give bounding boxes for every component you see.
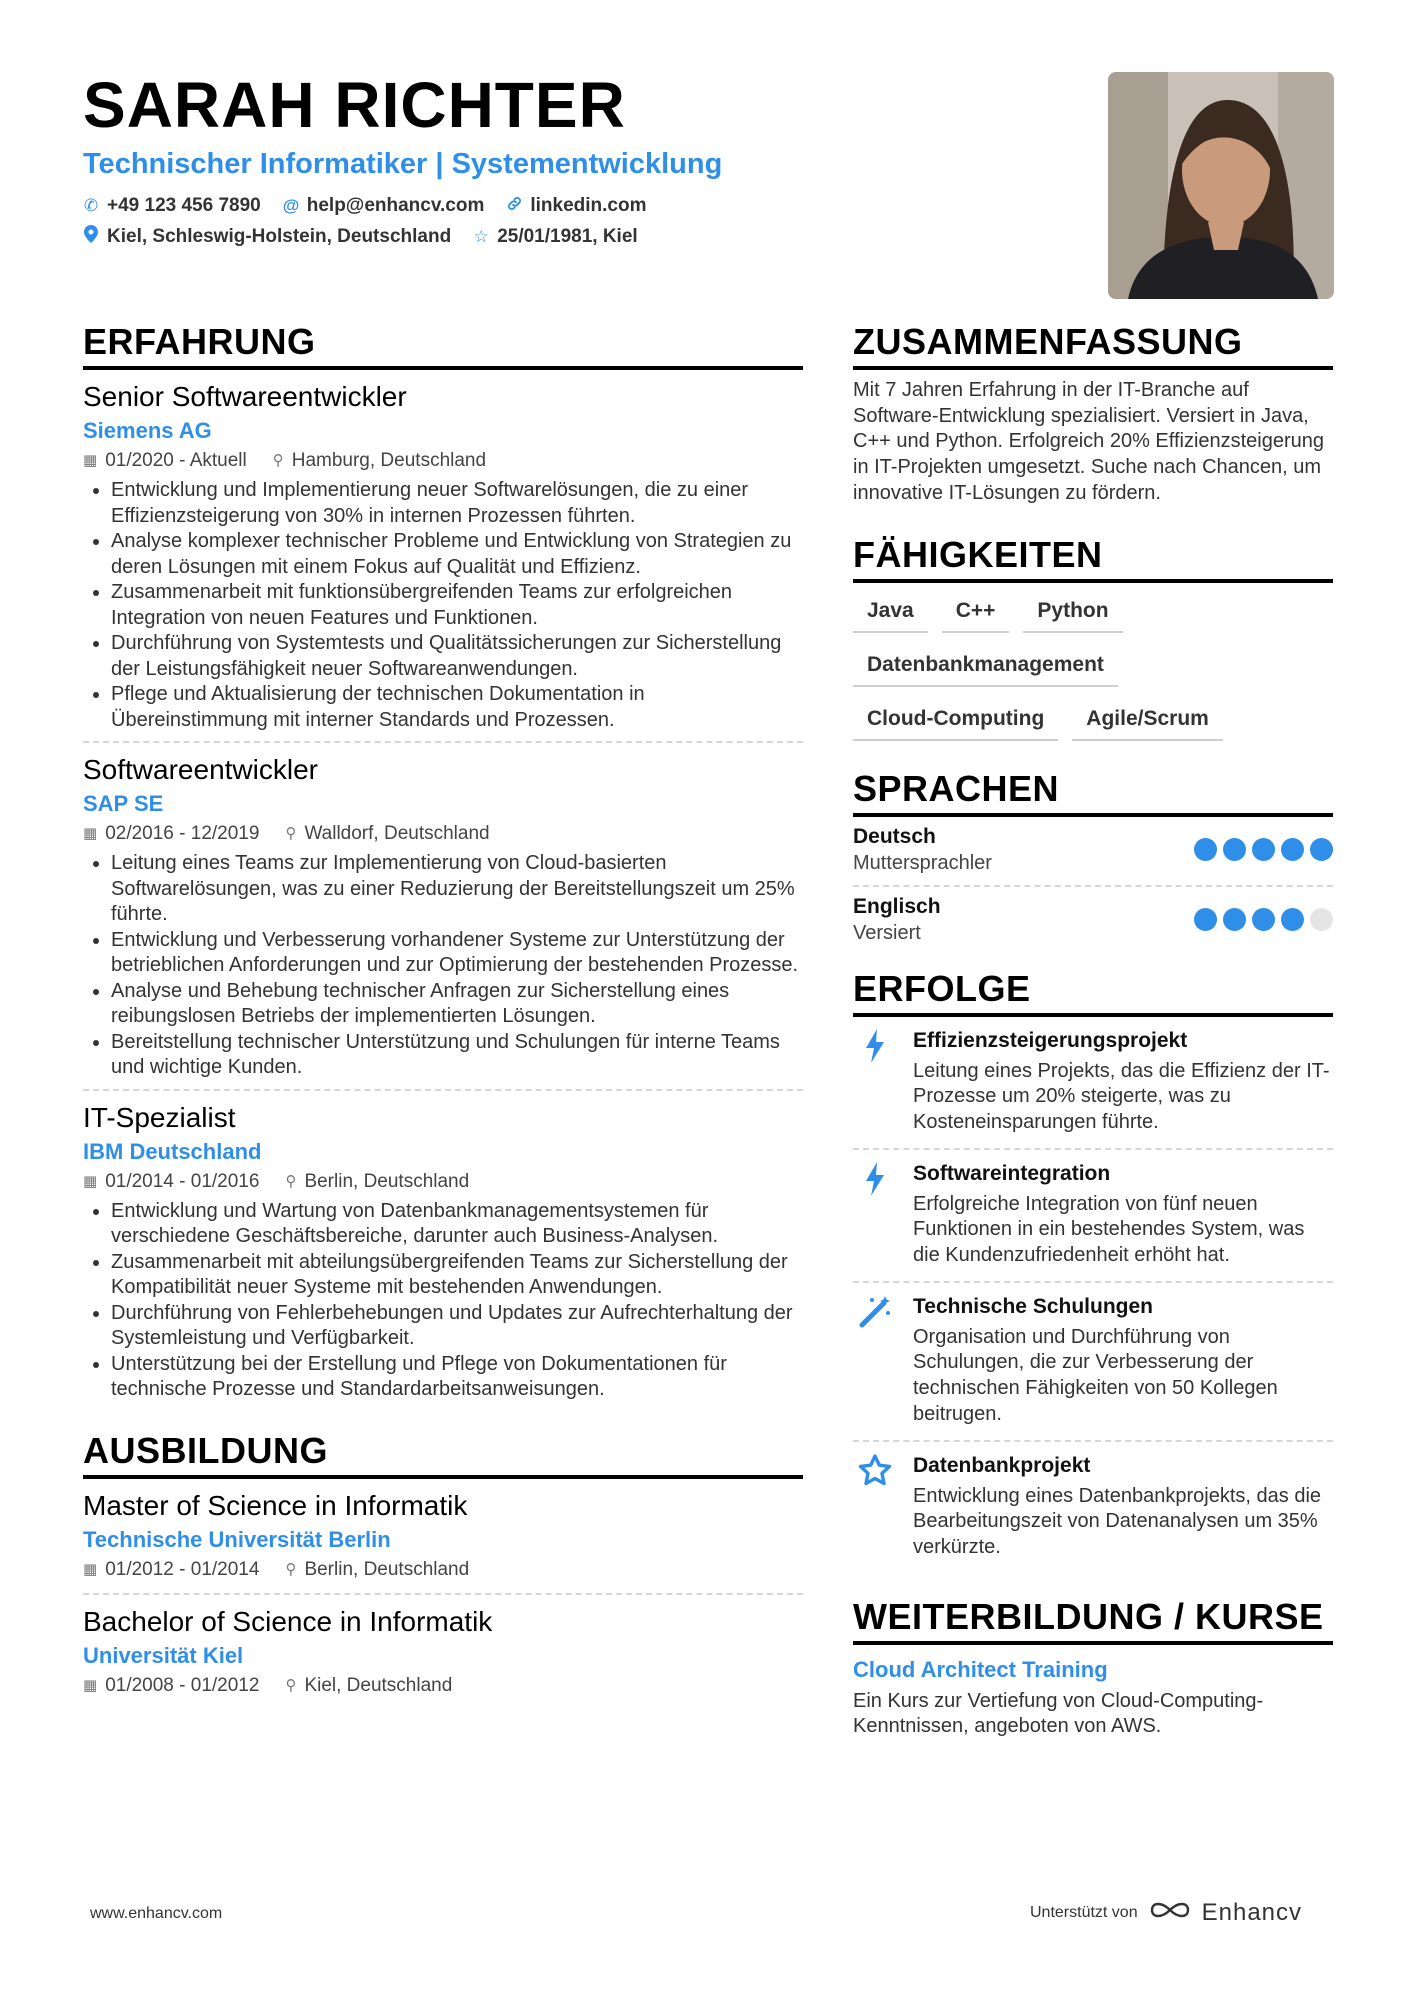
education-entry [83,1593,803,1701]
contact-row-2 [83,225,1083,248]
right-column [853,320,1333,1740]
footer-website[interactable]: www.enhancv.com [90,1905,223,1922]
calendar-icon: ▦ [83,1560,98,1578]
at-icon: @ [282,196,300,215]
language-entry [853,885,1333,955]
education-meta [83,1555,803,1585]
achievement-body [913,1293,1333,1428]
bullet-item: • Entwicklung und Verbesserung vorhandener Systeme zur Unterstützung der betrieblichen Anforderungen und zur Optimierung der bestehenden Prozesse. [111,928,803,979]
education-section-title: AUSBILDUNG [83,1429,803,1479]
bullet-item: • Durchführung von Fehlerbehebungen und Updates zur Aufrechterhaltung der Systemleistung und Verfügbarkeit. [111,1301,803,1352]
job-location [285,1167,469,1197]
bolt-icon [853,1027,897,1136]
dates-text: 01/2014 - 01/2016 [105,1170,260,1192]
company-name[interactable]: IBM Deutschland [83,1138,262,1164]
bullet-item: • Entwicklung und Implementierung neuer Softwarelösungen, die zu einer Effizienzsteigerung von 30% in internen Prozessen führten. [111,478,803,529]
bullet-item: • Zusammenarbeit mit funktionsübergreifenden Teams zur erfolgreichen Integration von neuen Features und Funktionen. [111,580,803,631]
location-text: Walldorf, Deutschland [304,823,490,844]
company-name[interactable]: SAP SE [83,791,164,816]
dates-text: 01/2020 - Aktuell [105,450,247,471]
star-outline-icon: ☆ [473,226,489,246]
languages-section-title: SPRACHEN [853,767,1333,817]
job-title: IT-Spezialist [83,1101,236,1133]
achievement-entry [853,1281,1333,1440]
location-text: Kiel, Schleswig-Holstein, Deutschland [107,225,452,247]
enhancv-logo-icon [1148,1898,1192,1927]
courses-section-title: WEITERBILDUNG / KURSE [853,1595,1333,1645]
achievement-entry [853,1017,1333,1148]
skill-tag: Datenbankmanagement [853,647,1118,687]
language-name: Deutsch [853,824,936,848]
map-pin-icon: ⚲ [285,1676,297,1694]
company-name[interactable]: Siemens AG [83,418,212,443]
contact-phone[interactable] [83,195,261,217]
location-text: Berlin, Deutschland [304,1558,470,1580]
education-dates [83,1555,259,1585]
rating-dot-filled [1252,838,1275,861]
language-entry [853,817,1333,885]
calendar-icon: ▦ [83,452,98,469]
resume-header [83,68,1083,248]
job-location [273,446,486,476]
map-pin-icon: ⚲ [285,825,297,842]
course-entry [853,1655,1333,1740]
language-info [853,893,941,947]
job-title: Senior Softwareentwickler [83,381,407,412]
location-text: Berlin, Deutschland [304,1170,470,1192]
job-dates [83,819,259,849]
degree-title: Master of Science in Informatik [83,1489,468,1521]
magic-wand-icon [853,1293,897,1428]
contact-email[interactable] [283,195,485,217]
achievement-title: Effizienzsteigerungsprojekt [913,1028,1188,1052]
education-meta [83,1671,803,1701]
achievement-body [913,1452,1333,1561]
school-name[interactable]: Technische Universität Berlin [83,1526,391,1552]
contact-row-1 [83,195,1083,217]
email-text: help@enhancv.com [306,195,485,216]
achievement-desc: Leitung eines Projekts, das die Effizienz der IT-Prozesse um 20% steigerte, was zu Kosteneinsparungen führte. [913,1059,1330,1133]
job-meta [83,446,803,476]
job-bullets [83,851,803,1081]
achievement-body [913,1027,1333,1136]
calendar-icon: ▦ [83,1676,98,1694]
achievement-body [913,1160,1333,1269]
phone-icon: ✆ [83,196,99,215]
language-info [853,823,992,877]
bullet-item: • Analyse komplexer technischer Probleme und Entwicklung von Strategien zu deren Lösungen mit einem Fokus auf Qualität und Effizienz. [111,529,803,580]
rating-dot-filled [1310,838,1333,861]
education-dates [83,1671,259,1701]
map-pin-icon: ⚲ [285,1560,297,1578]
rating-dot-empty [1310,908,1333,931]
headline: Technischer Informatiker | Systementwicklung [83,148,723,180]
course-desc: Ein Kurs zur Vertiefung von Cloud-Computing-Kenntnissen, angeboten von AWS. [853,1689,1264,1738]
bullet-item: • Zusammenarbeit mit abteilungsübergreifenden Teams zur Sicherstellung der Kompatibilität neuer Systeme mit bestehenden Anwendungen. [111,1250,803,1301]
achievement-desc: Organisation und Durchführung von Schulungen, die zur Verbesserung der technischen Fähigkeiten von 50 Kollegen beitrugen. [913,1325,1278,1425]
link-icon [506,195,522,217]
dates-text: 02/2016 - 12/2019 [105,823,260,844]
bullet-item: • Entwicklung und Wartung von Datenbankmanagementsystemen für verschiedene Geschäftsbereiche, darunter auch Business-Analysen. [111,1199,803,1250]
summary-text: Mit 7 Jahren Erfahrung in der IT-Branche auf Software-Entwicklung spezialisiert. Versiert in Java, C++ und Python. Erfolgreich 20% Effizienzsteigerung in IT-Projekten umgesetzt. Suche nach Chancen, um innovative IT-Lösungen zu fördern. [853,379,1325,504]
experience-section-title: ERFAHRUNG [83,320,803,370]
education-location [285,1555,469,1585]
bullet-item: • Unterstützung bei der Erstellung und Pflege von Dokumentationen für technische Prozesse und Standardarbeitsanweisungen. [111,1352,803,1403]
job-bullets [83,478,803,733]
job-entry [83,1089,803,1403]
profile-photo [1108,72,1334,299]
language-name: Englisch [853,894,941,918]
achievement-title: Softwareintegration [913,1161,1111,1185]
degree-title: Bachelor of Science in Informatik [83,1605,493,1637]
language-rating [1194,908,1333,931]
location-text: Kiel, Deutschland [304,1674,453,1696]
job-dates [83,446,247,476]
job-bullets [83,1199,803,1403]
job-meta [83,1167,803,1197]
achievement-title: Datenbankprojekt [913,1453,1091,1477]
dates-text: 01/2008 - 01/2012 [105,1674,260,1696]
map-pin-icon: ⚲ [285,1172,297,1190]
summary-section-title: ZUSAMMENFASSUNG [853,320,1333,370]
achievement-entry [853,1440,1333,1573]
contact-location [83,225,451,248]
footer-branding [1030,1898,1302,1927]
calendar-icon: ▦ [83,825,98,842]
map-pin-icon: ⚲ [272,452,284,469]
school-name[interactable]: Universität Kiel [83,1642,244,1668]
achievement-title: Technische Schulungen [913,1294,1153,1318]
bullet-item: • Leitung eines Teams zur Implementierung von Cloud-basierten Softwarelösungen, was zu einer Reduzierung der Bereitstellungszeit um 25% führte. [111,851,803,928]
bullet-item: • Analyse und Behebung technischer Anfragen zur Sicherstellung eines reibungslosen Betriebs der implementierten Lösungen. [111,979,803,1030]
bolt-icon [853,1160,897,1269]
achievement-desc: Entwicklung eines Datenbankprojekts, das die Bearbeitungszeit von Datenanalysen um 35% verkürzte. [913,1484,1322,1558]
calendar-icon: ▦ [83,1172,98,1190]
bullet-item: • Bereitstellung technischer Unterstützung und Schulungen für interne Teams und wichtige Kunden. [111,1030,803,1081]
rating-dot-filled [1194,838,1217,861]
skills-list [853,593,1333,741]
rating-dot-filled [1223,838,1246,861]
job-dates [83,1167,259,1197]
skill-tag: Agile/Scrum [1072,701,1223,741]
education-location [285,1671,452,1701]
powered-by-label: Unterstützt von [1030,1903,1138,1921]
map-pin-icon [83,225,99,248]
star-icon [853,1452,897,1561]
language-rating [1194,838,1333,861]
education-entry [83,1479,803,1585]
bullet-item: • Durchführung von Systemtests und Qualitätssicherungen zur Sicherstellung der Leistungsfähigkeit neuer Softwareanwendungen. [111,631,803,682]
bullet-item: • Pflege und Aktualisierung der technischen Dokumentation in Übereinstimmung mit interner Standards und Prozessen. [111,682,803,733]
contact-birth [473,225,638,248]
linkedin-text: linkedin.com [530,195,647,216]
job-entry [83,370,803,733]
dates-text: 01/2012 - 01/2014 [105,1558,260,1580]
rating-dot-filled [1252,908,1275,931]
skill-tag: Cloud-Computing [853,701,1058,741]
language-level: Versiert [853,921,921,944]
achievement-desc: Erfolgreiche Integration von fünf neuen Funktionen in ein bestehendes System, was die Kundenzufriedenheit erhöht hat. [913,1192,1305,1267]
achievement-entry [853,1148,1333,1281]
rating-dot-filled [1281,908,1304,931]
job-location [285,819,489,849]
course-title[interactable]: Cloud Architect Training [853,1656,1108,1682]
rating-dot-filled [1281,838,1304,861]
achievements-section-title: ERFOLGE [853,967,1333,1017]
language-level: Muttersprachler [853,851,992,874]
rating-dot-filled [1194,908,1217,931]
skill-tag: Python [1023,593,1122,633]
phone-text: +49 123 456 7890 [107,195,261,216]
skill-tag: C++ [942,593,1010,633]
job-entry [83,741,803,1081]
rating-dot-filled [1223,908,1246,931]
job-title: Softwareentwickler [83,754,318,785]
birth-text: 25/01/1981, Kiel [497,225,638,247]
left-column [83,320,803,1701]
location-text: Hamburg, Deutschland [291,450,487,471]
brand-name: Enhancv [1201,1898,1303,1926]
candidate-name: SARAH RICHTER [83,69,626,141]
job-meta [83,819,803,849]
contact-linkedin[interactable] [506,195,646,217]
skill-tag: Java [853,593,928,633]
skills-section-title: FÄHIGKEITEN [853,533,1333,583]
